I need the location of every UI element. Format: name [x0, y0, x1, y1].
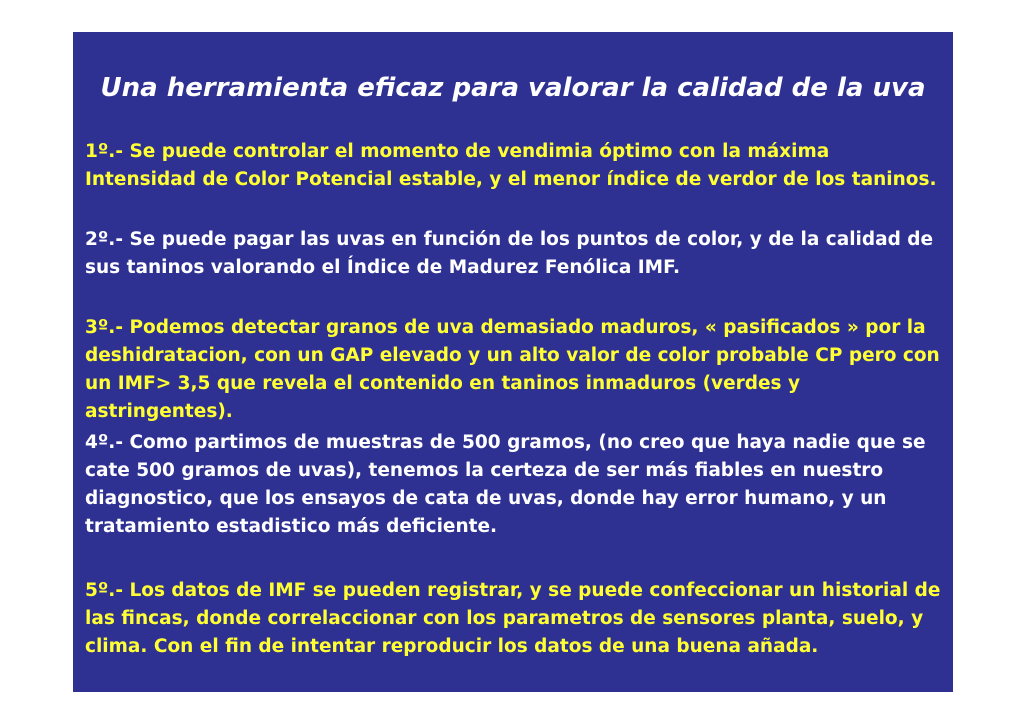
point-4-text: 4º.- Como partimos de muestras de 500 gramos, (no creo que haya nadie que se cate 500 gramos de uvas), tenemos la certeza de ser más fiables en nuestro diagnostico, que los ensayos de cata de uvas, donde hay error humano, y un tratamiento estadistico más deficiente.: [85, 432, 926, 537]
point-5-text: 5º.- Los datos de IMF se pueden registrar, y se puede confeccionar un historial de las fincas, donde correlaccionar con los parametros de sensores planta, suelo, y clima. Con el fin de intentar reproducir los datos de una buena añada.: [85, 580, 941, 657]
slide: [73, 32, 953, 692]
point-2-text: 2º.- Se puede pagar las uvas en función de los puntos de color, y de la calidad de sus taninos valorando el Índice de Madurez Fenólica IMF.: [85, 229, 934, 278]
point-3-text: 3º.- Podemos detectar granos de uva demasiado maduros, « pasificados » por la deshidratacion, con un GAP elevado y un alto valor de color probable CP pero con un IMF> 3,5 que revela el contenido en taninos inmaduros (verdes y astringentes).: [85, 317, 940, 422]
slide-title: Una herramienta eficaz para valorar la calidad de la uva: [100, 73, 926, 103]
point-1-text: 1º.- Se puede controlar el momento de vendimia óptimo con la máxima Intensidad de Color Potencial estable, y el menor índice de verdor de los taninos.: [85, 141, 937, 190]
